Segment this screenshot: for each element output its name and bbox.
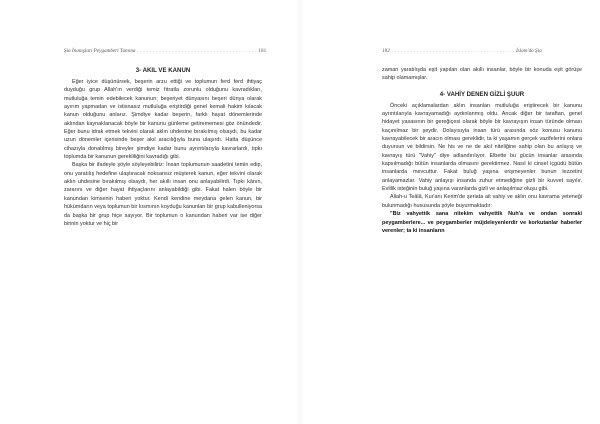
section-heading-vahiy: 4- VAHİY DENEN GİZLİ ŞUUR bbox=[439, 90, 525, 98]
right-page bbox=[300, 0, 600, 424]
right-paragraph-1: Önceki açıklamalardan aklın insanları mutluluğa eriştirecek bir kanunu ayrıntılarıyla kavrayamadığı aydınlanmış oldu. Ancak diğer bir taraftan, genel hidayet yasasının bir gereğiçesi olarak böyle bir kavrayışın insan türünde olması kaçınılmaz bir şeydir. Dolayısıyla insan türü arasında söz konusu kanunu kavrayabilecek bir aracın olması gereklidir, ta ki yaşamın gerçek vazifelerini onlara duyursun ve bildirsin. Ne his ve ne de akıl niteliğine sahip olan bu anlayış ve kavrayış türü "Vahiy" diye adlandırılıyor. Elbette bu gücün insanlar arasında kapsılmadığı bütün insanlarda olmasını gerektirmez. Nasıl ki cinsel içgüdü bütün insanlarda mevcuttur. Fakat buluğ yaşına erişmeyenler bunun lezzetini anlayamazlar. Vahiy anlayışı insanda zuhur etmediğine gizli bir kuvvet sayılır. Evlilik isteğinin buluğ yaşına varanlarda gizli ve anlaşılmaz oluşu gibi. bbox=[382, 102, 582, 193]
right-intro-paragraph: zaman yaratılışda eşit yapılan olan akıllı insanlar, böyle bir konuda eşit görüşe sahip olamamışlar. bbox=[382, 67, 582, 82]
right-header-title: İslam'da Şia bbox=[515, 48, 542, 54]
left-paragraph-1: Eğer iyice düşünürsek, beşerin arzu ettiği ve toplumun ferd ferd ihtiyaç duyduğu grup Allah'ın verdiği temiz fıtratla zorunlu olduğunu kavradıkları, mutluluğa temin edebilecek kanunun; beşeriyet dünyasını beşeri dünya olarak ayırım yapmadan ve istisnasız mutluluğa eriştirdiği genel kemali hakim kılacak kanun olduğunu anlarız. Şimdiye kadar beşerin, farklı hayat dönemlerinde aklından kaynaklanacak böyle bir kanunu günleme getirememesi göz önündedir. Eğer bunu idrak etmek tekvini olarak aklın uhdesine bırakılmış olsaydı, bu kadar uzun dönemler içerisinde beşer akıl aracılığıyla buna ulaşırdı. Hatta düşünce cihazıyla donatılmış bireyler şimdiye kadar bunu ayrıntılarıyla kavrarlardı, tıpkı toplumda bir kanunun gerekliliğini kavradığı gibi. bbox=[64, 79, 262, 161]
right-running-header bbox=[382, 48, 582, 54]
left-header-title: Şia İnanışları Peygamberi Tanıma bbox=[64, 48, 136, 54]
right-page-number: 182 bbox=[382, 48, 390, 54]
right-header-dots: . . . . . . . . . . . . . . . . . . . . . . . . . . . . . . . . . . . . . . . bbox=[389, 48, 516, 54]
left-running-header bbox=[64, 48, 267, 54]
left-page-number: 181 bbox=[258, 48, 267, 54]
quran-quote: "Biz vahyettik sana nitekim vahyettik Nuh'a ve ondan sonraki peygamberlere... ve peygamberler müjdeleyenlerdir ve korkutanlar haberler verenler; ta ki insanların bbox=[382, 211, 582, 234]
section-heading-akil-ve-kanun: 3- AKIL VE KANUN bbox=[135, 67, 191, 74]
right-text-block bbox=[382, 66, 582, 235]
left-text-block bbox=[64, 66, 262, 228]
right-paragraph-2: Allah-u Teâlâ, Kur'anı Kerim'de şeriata ait vahiy ve aklın onu kavrama yeteneği bulunmadığı hususunda şöyle buyurmaktadır: bbox=[382, 194, 582, 209]
left-header-dots: . . . . . . . . . . . . . . . . . . . . . . . . . . . . . . . . . . . . . . bbox=[135, 48, 259, 54]
left-paragraph-2: Başka bir ifadeyle şöyle söyleyebiliriz: İnsan toplumunun saadetini temin edip, onu yaratılış hedefine ulaştıracak noksansız müşterek kanun, eğer tekvini olarak aklın uhdesine bırakılmış olsaydı, her akıllı insan onu anlayabilirdi. Tıpkı kânın, zararını ve diğer hayat ihtiyaçlarını anlayabildiği gibi. Fakat halen böyle bir kanundan kimsenin haberi yoktur. Kendi kendine meydana gelen kanun, bir hükümdarın veya toplumun bir kısmının koyduğu kanunları bir grup kabulleniyorsa da başka bir grup hiçe sayıyor. Bir toplumun o kanundan haberi var ise diğer birinin yoktur ve hiç bir bbox=[64, 162, 262, 227]
